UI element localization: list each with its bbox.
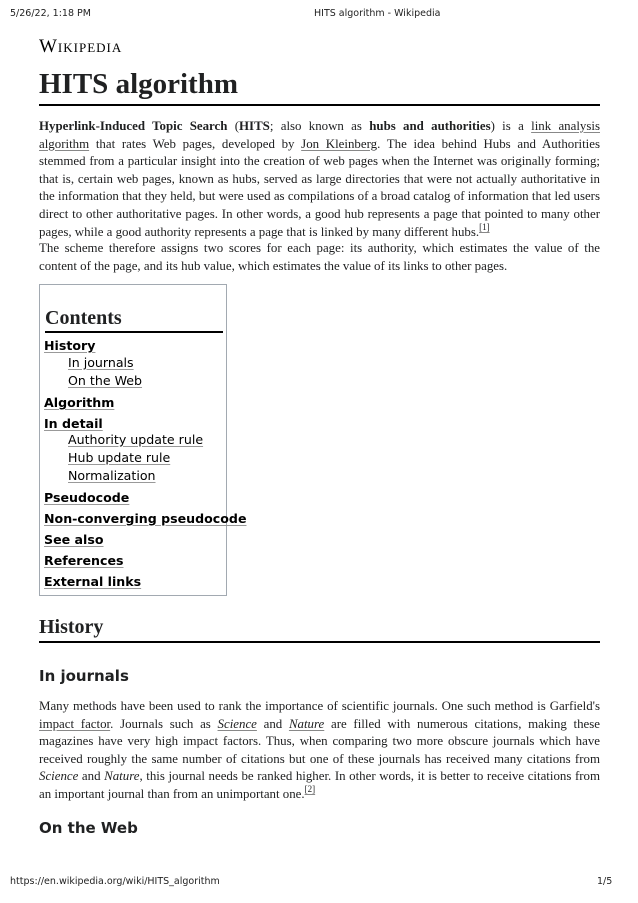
jon-kleinberg-link[interactable]: Jon Kleinberg [301, 136, 378, 151]
term-hits: HITS [239, 119, 270, 133]
toc-algorithm[interactable]: Algorithm [44, 395, 115, 410]
reference-1-link[interactable]: [1] [479, 221, 490, 232]
science-journal-link[interactable]: Science [217, 716, 257, 731]
print-header-datetime: 5/26/22, 1:18 PM [10, 8, 91, 19]
term-hubs-authorities: hubs and authorities [369, 119, 491, 133]
toc-history[interactable]: History [44, 338, 96, 353]
subsection-heading-in-journals: In journals [39, 667, 129, 685]
toc-on-the-web[interactable]: On the Web [68, 373, 143, 388]
impact-factor-link[interactable]: impact factor [39, 716, 111, 731]
print-footer-page: 1/5 [597, 876, 613, 887]
intro-paragraph-1: Hyperlink-Induced Topic Search (HITS; also known as hubs and authorities) is a link analysis algorithm that rates Web pages, developed by Jon Kleinberg. The idea behind Hubs and Authorities stemmed from a particular insight into the creation of web pages when the Internet was originally forming; that is, certain web pages, known as hubs, served as large directories that were not actually authoritative in the information that they held, but were used as compilations of a broad catalog of information that led users direct to other authoritative pages. In other words, a good hub represents a page that pointed to many other pages, while a good authority represents a page that is linked by many different hubs.[1] [39, 119, 600, 239]
table-of-contents [39, 284, 247, 596]
journals-paragraph: Many methods have been used to rank the importance of scientific journals. One such method is Garfield's impact factor. Journals such as Science and Nature are filled with numerous citations, making these magazines have very high impact factors. Thus, when comparing two more obscure journals which have received roughly the same number of citations but one of these journals has received many citations from Science and Nature, this journal needs be ranked higher. In other words, it is better to receive citations from an important journal than from an unimportant one.[2] [39, 699, 601, 801]
toc-references[interactable]: References [44, 553, 124, 568]
subsection-heading-on-the-web: On the Web [39, 819, 138, 837]
toc-in-detail[interactable]: In detail [44, 416, 103, 431]
term-hits-full: Hyperlink-Induced Topic Search [39, 119, 228, 133]
algorithm-link[interactable]: algorithm [39, 136, 90, 151]
print-header-title: HITS algorithm - Wikipedia [314, 8, 441, 19]
toc-pseudocode[interactable]: Pseudocode [44, 490, 130, 505]
toc-authority-update-rule[interactable]: Authority update rule [68, 432, 204, 447]
link-analysis-link[interactable]: link analysis [531, 119, 600, 133]
section-heading-history: History [39, 616, 600, 643]
reference-2-link[interactable]: [2] [304, 783, 316, 794]
page-title: HITS algorithm [39, 68, 600, 106]
toc-hub-update-rule[interactable]: Hub update rule [68, 450, 171, 465]
wikipedia-logo[interactable]: Wikipedia [39, 36, 123, 57]
toc-normalization[interactable]: Normalization [68, 468, 156, 483]
toc-see-also[interactable]: See also [44, 532, 104, 547]
toc-in-journals[interactable]: In journals [68, 355, 134, 370]
nature-journal-link[interactable]: Nature [288, 716, 325, 731]
toc-external-links[interactable]: External links [44, 574, 142, 589]
toc-title: Contents [45, 307, 223, 333]
toc-non-converging-pseudocode[interactable]: Non-converging pseudocode [44, 511, 247, 526]
intro-paragraph-2: The scheme therefore assigns two scores for each page: its authority, which estimates the value of the content of the page, and its hub value, which estimates the value of its links to other pages. [39, 241, 600, 273]
print-footer-url: https://en.wikipedia.org/wiki/HITS_algorithm [10, 876, 220, 887]
